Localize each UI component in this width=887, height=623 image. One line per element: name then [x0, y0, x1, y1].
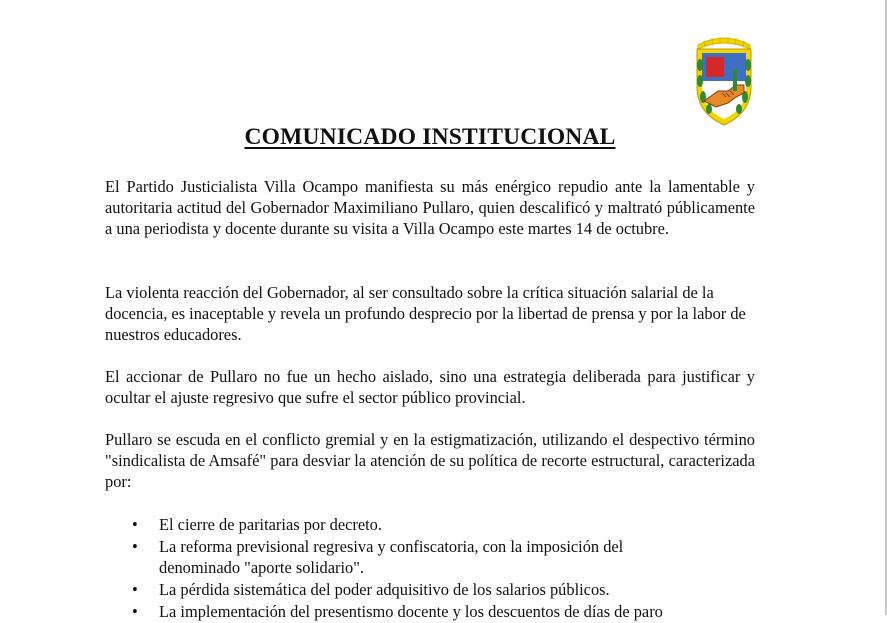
list-item-text: La pérdida sistemática del poder adquisitivo de los salarios públicos.: [159, 580, 610, 599]
bullet-icon: •: [132, 602, 138, 621]
paragraph-3: El accionar de Pullaro no fue un hecho aislado, sino una estrategia deliberada para justificar y ocultar el ajuste regresivo que sufre el sector público provincial.: [105, 367, 755, 407]
list-item: [105, 536, 755, 578]
list-item-text-continued: denominado "aporte solidario".: [159, 558, 365, 577]
paragraph-2: La violenta reacción del Gobernador, al ser consultado sobre la crítica situación salarial de la docencia, es inaceptable y revela un profundo desprecio por la libertad de prensa y por la labor de nuestros educadores.: [105, 283, 746, 344]
sun-rays: [698, 37, 750, 49]
list-item: [105, 514, 755, 535]
bullet-icon: •: [132, 515, 138, 534]
list-item: [105, 601, 755, 622]
list-item: [105, 579, 755, 600]
bullet-icon: •: [132, 537, 138, 556]
list-item-text: El cierre de paritarias por decreto.: [159, 515, 382, 534]
paragraph-4: Pullaro se escuda en el conflicto gremial y en la estigmatización, utilizando el despectivo término "sindicalista de Amsafé" para desviar la atención de su política de recorte estructural, caracterizada por:: [105, 430, 755, 491]
list-item-text: La implementación del presentismo docente y los descuentos de días de paro: [159, 602, 663, 621]
document-title: COMUNICADO INSTITUCIONAL: [244, 124, 616, 150]
list-item-text: La reforma previsional regresiva y confiscatoria, con la imposición del: [159, 537, 624, 556]
bullet-icon: •: [132, 580, 138, 599]
bullet-list: [105, 514, 755, 623]
paragraph-1: El Partido Justicialista Villa Ocampo manifiesta su más enérgico repudio ante la lamentable y autoritaria actitud del Gobernador Maximiliano Pullaro, quien descalificó y maltrató públicamente a una periodista y docente durante su visita a Villa Ocampo este martes 14 de octubre.: [105, 177, 755, 238]
party-logo: [692, 35, 756, 127]
